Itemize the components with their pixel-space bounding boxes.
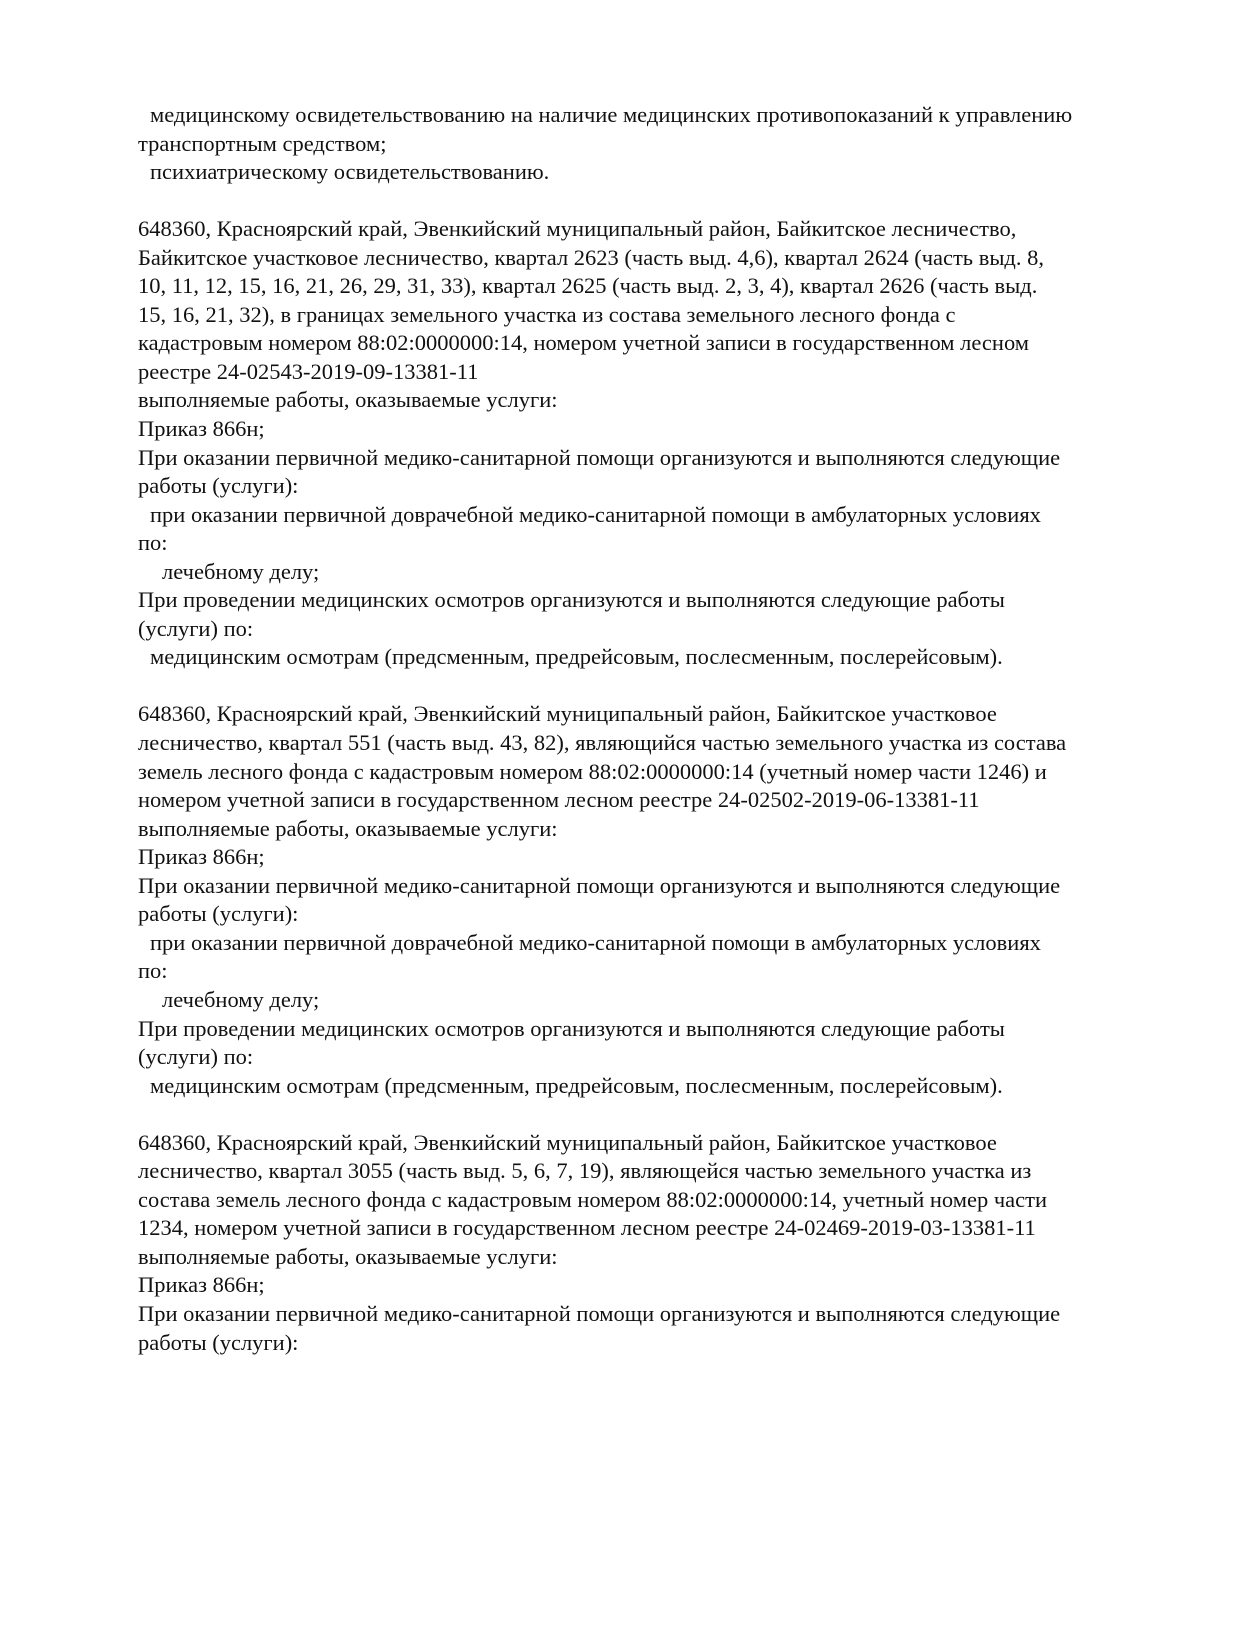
text-line: лечебному делу;	[162, 558, 320, 584]
text-line: при оказании первичной доврачебной медико-санитарной помощи в амбулаторных условиях	[150, 929, 1041, 955]
text-line: При оказании первичной медико-санитарной помощи организуются и выполняются следующие	[138, 444, 1061, 470]
text-line: реестре 24-02543-2019-09-13381-11	[138, 358, 479, 384]
text-line: номером учетной записи в государственном лесном реестре 24-02502-2019-06-13381-11	[138, 787, 980, 813]
text-line: при оказании первичной доврачебной медико-санитарной помощи в амбулаторных условиях	[150, 501, 1041, 527]
text-line: При проведении медицинских осмотров организуются и выполняются следующие работы	[138, 587, 1005, 613]
text-line: медицинским осмотрам (предсменным, предрейсовым, послесменным, послерейсовым).	[150, 644, 1003, 670]
text-line: по:	[138, 958, 168, 984]
text-line: Приказ 866н;	[138, 844, 265, 870]
text-line: работы (услуги):	[138, 1329, 299, 1355]
text-line: Приказ 866н;	[138, 1272, 265, 1298]
text-line: медицинскому освидетельствованию на наличие медицинских противопоказаний к управлению	[150, 102, 1073, 127]
text-line: выполняемые работы, оказываемые услуги:	[138, 1243, 558, 1269]
text-line: При проведении медицинских осмотров организуются и выполняются следующие работы	[138, 1015, 1005, 1041]
text-line: лечебному делу;	[162, 986, 320, 1012]
text-line: земель лесного фонда с кадастровым номером 88:02:0000000:14 (учетный номер части 1246) и	[138, 758, 1047, 784]
text-line: транспортным средством;	[138, 130, 387, 156]
text-line: 648360, Красноярский край, Эвенкийский муниципальный район, Байкитское лесничество,	[138, 216, 1017, 242]
text-line: выполняемые работы, оказываемые услуги:	[138, 387, 558, 413]
blank-line	[138, 672, 1138, 701]
text-line: (услуги) по:	[138, 615, 254, 641]
text-line: лесничество, квартал 551 (часть выд. 43, 82), являющийся частью земельного участка из состава	[138, 730, 1067, 756]
text-line: выполняемые работы, оказываемые услуги:	[138, 815, 558, 841]
text-line: лесничество, квартал 3055 (часть выд. 5, 6, 7, 19), являющейся частью земельного участка из	[138, 1158, 1032, 1184]
text-line: психиатрическому освидетельствованию.	[150, 159, 550, 185]
text-line: кадастровым номером 88:02:0000000:14, номером учетной записи в государственном лесном	[138, 330, 1030, 356]
text-line: медицинским осмотрам (предсменным, предрейсовым, послесменным, послерейсовым).	[150, 1072, 1003, 1098]
text-line: (услуги) по:	[138, 1044, 254, 1070]
text-line: по:	[138, 530, 168, 556]
text-line: 15, 16, 21, 32), в границах земельного участка из состава земельного лесного фонда с	[138, 301, 956, 327]
text-line: При оказании первичной медико-санитарной помощи организуются и выполняются следующие	[138, 872, 1061, 898]
text-line: 648360, Красноярский край, Эвенкийский муниципальный район, Байкитское участковое	[138, 1129, 997, 1155]
blank-line	[138, 187, 1138, 216]
text-line: 648360, Красноярский край, Эвенкийский муниципальный район, Байкитское участковое	[138, 701, 997, 727]
document-body	[138, 101, 1138, 1357]
text-line: состава земель лесного фонда с кадастровым номером 88:02:0000000:14, учетный номер части	[138, 1186, 1047, 1212]
text-line: работы (услуги):	[138, 901, 299, 927]
text-line: Приказ 866н;	[138, 416, 265, 442]
text-line: работы (услуги):	[138, 473, 299, 499]
text-line: 1234, номером учетной записи в государственном лесном реестре 24-02469-2019-03-13381-11	[138, 1215, 1036, 1241]
text-line: Байкитское участковое лесничество, квартал 2623 (часть выд. 4,6), квартал 2624 (часть выд. 8,	[138, 244, 1045, 270]
blank-line	[138, 1100, 1138, 1129]
text-line: При оказании первичной медико-санитарной помощи организуются и выполняются следующие	[138, 1300, 1061, 1326]
text-line: 10, 11, 12, 15, 16, 21, 26, 29, 31, 33), квартал 2625 (часть выд. 2, 3, 4), квартал 2626 (часть выд.	[138, 273, 1038, 299]
